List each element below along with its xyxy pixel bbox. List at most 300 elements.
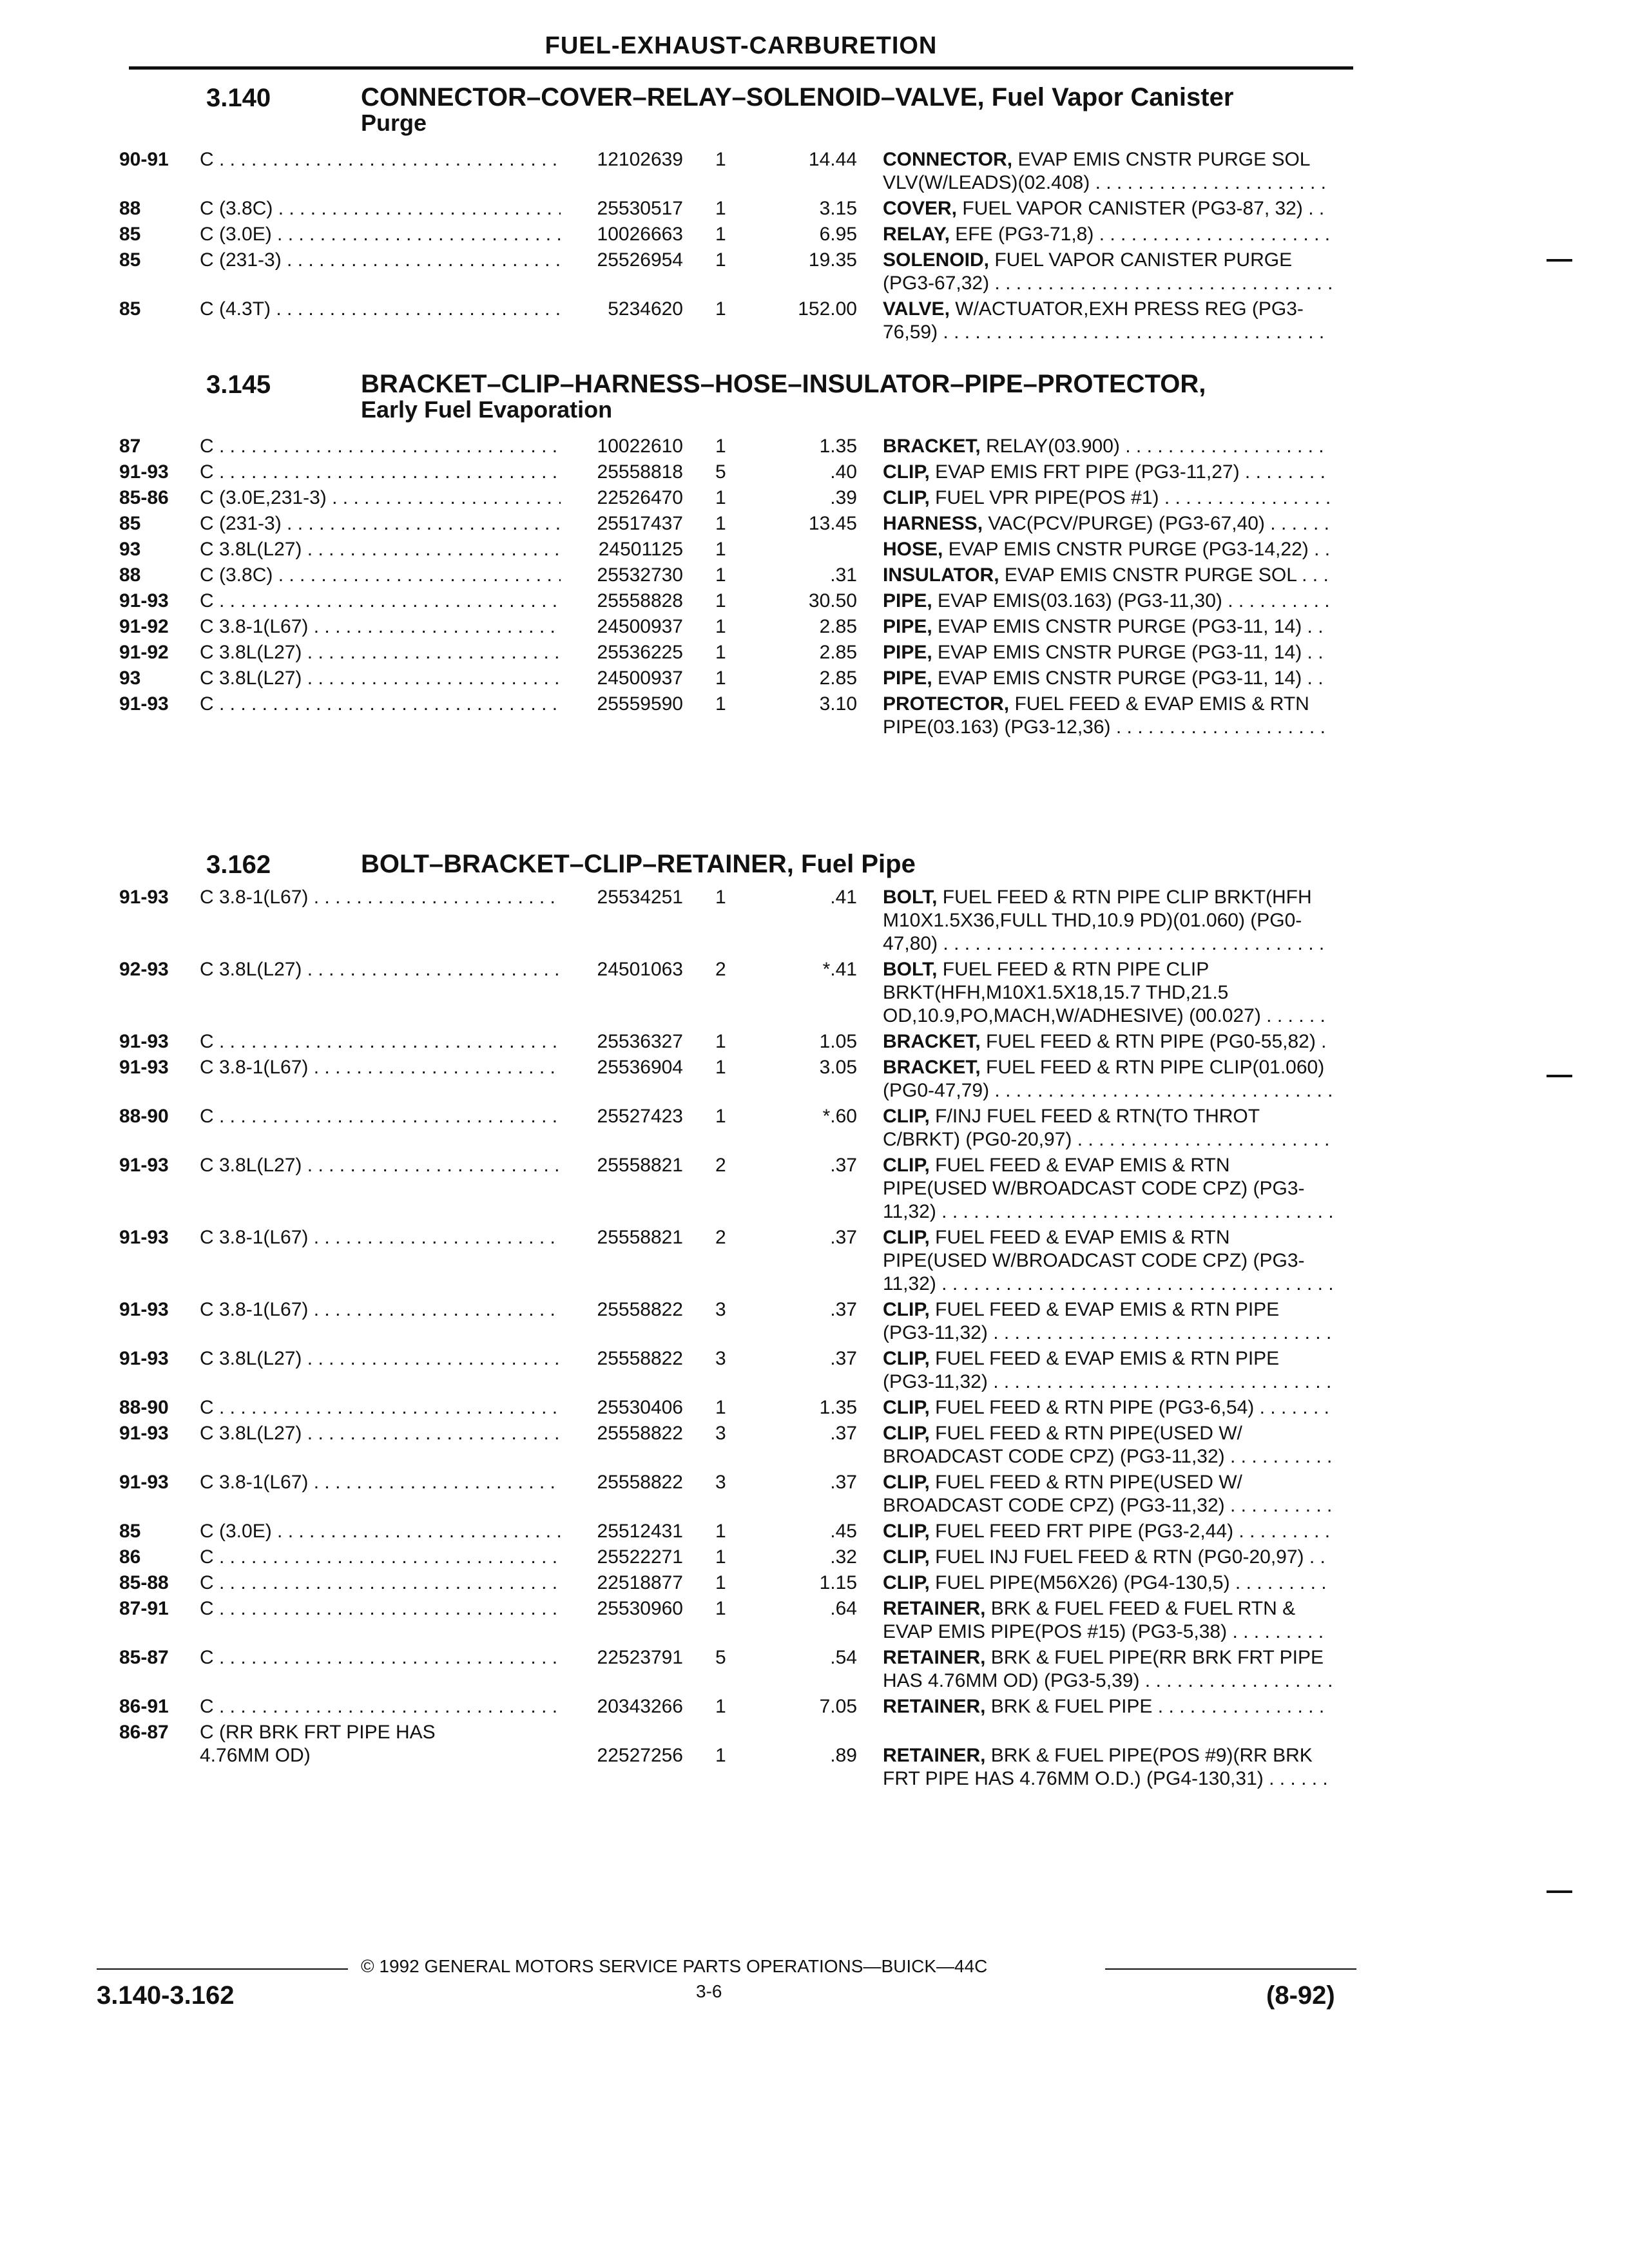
leader-dots [214, 1397, 561, 1418]
row-price: *.60 [822, 1106, 857, 1127]
row-desc-text: FUEL INJ FUEL FEED & RTN (PG0-20,97) [935, 1546, 1304, 1568]
margin-mark [1547, 259, 1572, 262]
row-years: 91-93 [119, 1299, 169, 1320]
row-years: 91-93 [119, 1031, 169, 1052]
row-price: 1.35 [819, 1397, 857, 1418]
row-part-name: CLIP, [883, 1521, 930, 1542]
row-part-number: 25522271 [597, 1546, 683, 1568]
row-model-text: C 3.8L(L27) [200, 959, 302, 980]
footer-date-code: (8-92) [1266, 1981, 1335, 2010]
row-part-number: 25527423 [597, 1106, 683, 1127]
row-description [883, 512, 1334, 535]
row-years: 87-91 [119, 1598, 169, 1619]
row-description [883, 1154, 1334, 1224]
row-description [883, 538, 1334, 561]
row-quantity: 1 [715, 224, 726, 245]
row-years: 86-87 [119, 1722, 169, 1743]
row-part-number: 25558822 [597, 1348, 683, 1369]
row-description [883, 1546, 1334, 1569]
row-part-name: SOLENOID, [883, 249, 990, 271]
row-description [883, 590, 1334, 613]
row-part-name: RETAINER, [883, 1647, 986, 1668]
row-desc-text: FUEL FEED & RTN PIPE CLIP BRKT(HFH,M10X1.5X18,15.7 THD,21.5 OD,10.9,PO,MACH,W/ADHESIVE) (00.027) [883, 959, 1261, 1026]
row-quantity: 1 [715, 564, 726, 586]
row-model [200, 461, 561, 484]
row-price: 1.05 [819, 1031, 857, 1052]
leader-dots [282, 513, 561, 534]
leader-dots [302, 539, 561, 560]
row-model-text: C (3.0E) [200, 1521, 272, 1542]
row-quantity: 3 [715, 1423, 726, 1444]
row-desc-text: FUEL FEED & EVAP EMIS & RTN PIPE (PG3-11,32) [883, 1299, 1280, 1343]
leader-dots [883, 322, 1329, 344]
row-model [200, 538, 561, 561]
row-model-text: C (3.8C) [200, 198, 273, 219]
row-years: 93 [119, 668, 141, 689]
row-description [883, 1105, 1334, 1151]
row-model [200, 564, 561, 587]
row-model-text: C [200, 461, 214, 483]
row-description [883, 1347, 1334, 1394]
section-number: 3.140 [206, 84, 271, 112]
row-model-text: C [200, 1647, 214, 1668]
row-part-number: 25530406 [597, 1397, 683, 1418]
row-model-text: C 3.8L(L27) [200, 1348, 302, 1369]
row-price: .32 [830, 1546, 857, 1568]
row-part-number: 25534251 [597, 887, 683, 908]
row-part-name: VALVE, [883, 298, 950, 320]
row-quantity: 1 [715, 1397, 726, 1418]
row-part-name: PIPE, [883, 590, 932, 611]
row-model-text: C [200, 436, 214, 457]
row-part-name: INSULATOR, [883, 564, 999, 586]
section-number: 3.145 [206, 370, 271, 399]
row-price: 6.95 [819, 224, 857, 245]
row-model [200, 615, 561, 639]
row-years: 88 [119, 198, 141, 219]
row-part-name: CLIP, [883, 1348, 930, 1369]
row-model-text: C [200, 149, 214, 170]
row-price: 7.05 [819, 1696, 857, 1717]
row-price: 1.35 [819, 436, 857, 457]
row-model [200, 1030, 561, 1053]
row-description [883, 486, 1334, 510]
row-price: .40 [830, 461, 857, 483]
row-model-text: C [200, 1696, 214, 1717]
row-description [883, 564, 1334, 587]
row-desc-text: FUEL FEED & EVAP EMIS & RTN PIPE (PG3-11,32) [883, 1348, 1280, 1392]
row-price: 2.85 [819, 642, 857, 663]
row-desc-text: EVAP EMIS CNSTR PURGE (PG3-11, 14) [938, 668, 1302, 689]
row-part-name: RELAY, [883, 224, 950, 245]
row-quantity: 1 [715, 1696, 726, 1717]
leader-dots [308, 1057, 561, 1078]
row-years: 91-93 [119, 693, 169, 715]
row-model-text: C [200, 1397, 214, 1418]
row-part-number: 5234620 [608, 298, 683, 320]
leader-dots [272, 224, 561, 245]
row-quantity: 1 [715, 539, 726, 560]
row-price: .45 [830, 1521, 857, 1542]
row-part-name: RETAINER, [883, 1745, 986, 1766]
leader-dots [214, 693, 561, 715]
row-part-number: 22527256 [597, 1745, 683, 1766]
row-description [883, 667, 1334, 690]
row-model-text: C 3.8L(L27) [200, 539, 302, 560]
row-part-name: BRACKET, [883, 436, 981, 457]
row-quantity: 1 [715, 1546, 726, 1568]
row-price: 3.05 [819, 1057, 857, 1078]
row-part-number: 12102639 [597, 149, 683, 170]
row-quantity: 1 [715, 668, 726, 689]
row-years: 91-93 [119, 1057, 169, 1078]
row-years: 91-92 [119, 616, 169, 637]
row-description [883, 435, 1334, 458]
row-description [883, 1030, 1334, 1053]
row-part-number: 25559590 [597, 693, 683, 715]
row-years: 88-90 [119, 1106, 169, 1127]
row-part-name: RETAINER, [883, 1696, 986, 1717]
row-price: 3.15 [819, 198, 857, 219]
row-desc-text: EFE (PG3-71,8) [955, 224, 1094, 245]
row-part-number: 25517437 [597, 513, 683, 534]
row-price: 14.44 [808, 149, 857, 170]
row-part-number: 24501125 [598, 539, 683, 560]
row-part-number: 25532730 [597, 564, 683, 586]
row-part-number: 25536904 [597, 1057, 683, 1078]
row-desc-text: BRK & FUEL PIPE(RR BRK FRT PIPE HAS 4.76MM OD) (PG3-5,39) [883, 1647, 1324, 1691]
row-desc-text: FUEL FEED & EVAP EMIS & RTN PIPE(03.163) (PG3-12,36) [883, 693, 1309, 738]
row-part-number: 25558822 [597, 1423, 683, 1444]
row-model [200, 1471, 561, 1494]
row-part-number: 25558818 [597, 461, 683, 483]
row-part-name: PROTECTOR, [883, 693, 1010, 715]
row-years: 91-93 [119, 1227, 169, 1248]
row-desc-text: VAC(PCV/PURGE) (PG3-67,40) [988, 513, 1265, 534]
row-part-name: RETAINER, [883, 1598, 986, 1619]
row-model-text: C 3.8-1(L67) [200, 616, 309, 637]
row-part-name: CLIP, [883, 461, 930, 483]
row-model-text: C 3.8-1(L67) [200, 1057, 309, 1078]
row-desc-text: FUEL VAPOR CANISTER (PG3-87, 32) [962, 198, 1303, 219]
row-description [883, 615, 1334, 639]
row-part-number: 25536225 [597, 642, 683, 663]
row-model [200, 641, 561, 664]
row-model-text: C 3.8L(L27) [200, 668, 302, 689]
row-desc-text: FUEL FEED & RTN PIPE (PG0-55,82) [986, 1031, 1316, 1052]
leader-dots [302, 642, 561, 663]
row-desc-text: FUEL FEED & RTN PIPE(USED W/ BROADCAST CODE CPZ) (PG3-11,32) [883, 1423, 1242, 1467]
section-title: BOLT–BRACKET–CLIP–RETAINER, Fuel Pipe [361, 850, 916, 878]
leader-dots [883, 933, 1329, 956]
leader-dots [273, 564, 561, 586]
row-model [200, 1396, 561, 1419]
row-quantity: 1 [715, 1521, 726, 1542]
row-years: 88-90 [119, 1397, 169, 1418]
row-part-name: CLIP, [883, 1155, 930, 1176]
row-model [200, 512, 561, 535]
row-desc-text: EVAP EMIS(03.163) (PG3-11,30) [938, 590, 1222, 611]
row-part-name: CONNECTOR, [883, 149, 1013, 170]
row-part-number: 22523791 [597, 1647, 683, 1668]
row-part-name: CLIP, [883, 487, 930, 508]
row-years: 85 [119, 298, 141, 320]
row-description [883, 298, 1334, 344]
row-model-text: C [200, 1031, 214, 1052]
row-part-number: 22518877 [597, 1572, 683, 1593]
row-price: 152.00 [798, 298, 857, 320]
leader-dots [327, 487, 561, 508]
row-quantity: 2 [715, 1227, 726, 1248]
section-title: CONNECTOR–COVER–RELAY–SOLENOID–VALVE, Fuel Vapor Canister [361, 83, 1234, 111]
row-model-text: C [200, 693, 214, 715]
row-desc-text: EVAP EMIS FRT PIPE (PG3-11,27) [935, 461, 1240, 483]
row-description [883, 1695, 1334, 1718]
row-model-text: C (3.8C) [200, 564, 273, 586]
row-part-number: 25526954 [597, 249, 683, 271]
leader-dots [308, 887, 561, 908]
row-model [200, 1298, 561, 1321]
row-price: 1.15 [819, 1572, 857, 1593]
row-quantity: 5 [715, 1647, 726, 1668]
row-years: 86-91 [119, 1696, 169, 1717]
row-desc-text: F/INJ FUEL FEED & RTN(TO THROT C/BRKT) (PG0-20,97) [883, 1106, 1260, 1150]
row-model-text: C 3.8-1(L67) [200, 1299, 309, 1320]
row-price: 13.45 [808, 513, 857, 534]
row-years: 91-93 [119, 887, 169, 908]
row-model [200, 958, 561, 981]
row-quantity: 1 [715, 1057, 726, 1078]
row-model-text: C [200, 1546, 214, 1568]
row-price: 2.85 [819, 668, 857, 689]
row-price: .37 [830, 1472, 857, 1493]
row-part-number: 25530517 [597, 198, 683, 219]
row-desc-text: EVAP EMIS CNSTR PURGE (PG3-14,22) [948, 539, 1309, 560]
row-quantity: 1 [715, 298, 726, 320]
row-quantity: 1 [715, 590, 726, 611]
row-model-text: C (3.0E) [200, 224, 272, 245]
row-price: .37 [830, 1299, 857, 1320]
row-description [883, 1422, 1334, 1468]
row-part-name: CLIP, [883, 1546, 930, 1568]
row-desc-text: EVAP EMIS CNSTR PURGE SOL [1004, 564, 1296, 586]
row-desc-text: RELAY(03.900) [986, 436, 1120, 457]
row-part-number: 25536327 [597, 1031, 683, 1052]
row-price: 3.10 [819, 693, 857, 715]
row-desc-text: FUEL FEED & RTN PIPE(USED W/ BROADCAST CODE CPZ) (PG3-11,32) [883, 1472, 1242, 1516]
row-model-text: C 3.8-1(L67) [200, 1472, 309, 1493]
row-quantity: 3 [715, 1299, 726, 1320]
row-desc-text: FUEL FEED FRT PIPE (PG3-2,44) [935, 1521, 1234, 1542]
row-price: .64 [830, 1598, 857, 1619]
row-quantity: 1 [715, 149, 726, 170]
header-rule [129, 66, 1353, 70]
row-part-name: PIPE, [883, 668, 932, 689]
row-years: 87 [119, 436, 141, 457]
row-desc-text: EVAP EMIS CNSTR PURGE (PG3-11, 14) [938, 642, 1302, 663]
row-desc-text: BRK & FUEL PIPE(POS #9)(RR BRK FRT PIPE HAS 4.76MM O.D.) (PG4-130,31) [883, 1745, 1313, 1789]
leader-dots [883, 224, 1330, 246]
row-years: 85 [119, 513, 141, 534]
row-description [883, 958, 1334, 1028]
row-model-text: C (3.0E,231-3) [200, 487, 327, 508]
row-model-text: C [200, 590, 214, 611]
row-part-number: 20343266 [597, 1696, 683, 1717]
row-model-text: C 3.8-1(L67) [200, 887, 309, 908]
row-part-name: COVER, [883, 198, 958, 219]
row-quantity: 1 [715, 249, 726, 271]
row-model [200, 148, 561, 171]
row-part-number: 10026663 [597, 224, 683, 245]
leader-dots [302, 1155, 561, 1176]
leader-dots [214, 436, 561, 457]
row-model [200, 886, 561, 909]
row-quantity: 1 [715, 642, 726, 663]
row-description [883, 1520, 1334, 1543]
footer-rule-left [97, 1968, 348, 1970]
row-part-number: 24500937 [597, 616, 683, 637]
row-price: 2.85 [819, 616, 857, 637]
row-desc-text: FUEL FEED & RTN PIPE CLIP(01.060) (PG0-47,79) [883, 1057, 1325, 1101]
row-model [200, 223, 561, 246]
row-quantity: 3 [715, 1472, 726, 1493]
row-quantity: 1 [715, 1598, 726, 1619]
row-desc-text: W/ACTUATOR,EXH PRESS REG (PG3-76,59) [883, 298, 1304, 343]
leader-dots [214, 1546, 561, 1568]
leader-dots [273, 198, 561, 219]
leader-dots [883, 1273, 1334, 1296]
row-description [883, 1744, 1334, 1791]
row-model [200, 249, 561, 272]
leader-dots [214, 1696, 561, 1717]
row-price: .39 [830, 487, 857, 508]
section-subtitle: Purge [361, 110, 427, 136]
row-quantity: 1 [715, 887, 726, 908]
leader-dots [308, 1472, 561, 1493]
leader-dots [214, 461, 561, 483]
row-description [883, 1056, 1334, 1102]
row-description [883, 1471, 1334, 1517]
row-model-text: C (231-3) [200, 513, 282, 534]
row-model [200, 1347, 561, 1370]
row-years: 85-86 [119, 487, 169, 508]
row-model [200, 1056, 561, 1079]
footer-rule-right [1105, 1968, 1356, 1970]
section-subtitle: Early Fuel Evaporation [361, 396, 613, 423]
row-description [883, 461, 1334, 484]
row-years: 85 [119, 1521, 141, 1542]
row-price: *.41 [822, 959, 857, 980]
leader-dots [214, 1598, 561, 1619]
row-quantity: 1 [715, 1031, 726, 1052]
row-years: 88 [119, 564, 141, 586]
row-part-number: 10022610 [597, 436, 683, 457]
row-model [200, 486, 561, 510]
leader-dots [282, 249, 561, 271]
row-quantity: 1 [715, 616, 726, 637]
row-part-name: PIPE, [883, 616, 932, 637]
row-desc-text: EVAP EMIS CNSTR PURGE SOL VLV(W/LEADS)(02.408) [883, 149, 1310, 193]
footer-section-range: 3.140-3.162 [97, 1981, 235, 2010]
page-header-title: FUEL-EXHAUST-CARBURETION [545, 32, 938, 59]
row-model: C (RR BRK FRT PIPE HAS 4.76MM OD) [200, 1722, 436, 1766]
row-part-name: CLIP, [883, 1227, 930, 1248]
row-desc-text: BRK & FUEL FEED & FUEL RTN & EVAP EMIS PIPE(POS #15) (PG3-5,38) [883, 1598, 1296, 1642]
row-description [883, 249, 1334, 295]
row-description [883, 886, 1334, 956]
row-years: 91-93 [119, 461, 169, 483]
row-years: 91-93 [119, 590, 169, 611]
row-price: 19.35 [808, 249, 857, 271]
row-price: .89 [830, 1745, 857, 1766]
row-desc-text: EVAP EMIS CNSTR PURGE (PG3-11, 14) [938, 616, 1302, 637]
row-quantity: 3 [715, 1348, 726, 1369]
row-part-number: 25512431 [597, 1521, 683, 1542]
leader-dots [302, 1348, 561, 1369]
row-model [200, 693, 561, 716]
row-quantity: 1 [715, 1106, 726, 1127]
row-description [883, 641, 1334, 664]
row-years: 93 [119, 539, 141, 560]
row-part-number: 24500937 [597, 668, 683, 689]
row-model-text: C (231-3) [200, 249, 282, 271]
footer-page-number: 3-6 [696, 1981, 722, 2001]
row-years: 92-93 [119, 959, 169, 980]
row-years: 90-91 [119, 149, 169, 170]
leader-dots [308, 1299, 561, 1320]
row-part-name: HOSE, [883, 539, 943, 560]
row-model [200, 1520, 561, 1543]
row-description [883, 1298, 1334, 1345]
row-desc-text: FUEL FEED & EVAP EMIS & RTN PIPE(USED W/BROADCAST CODE CPZ) (PG3-11,32) [883, 1155, 1305, 1222]
row-description [883, 148, 1334, 195]
row-part-name: PIPE, [883, 642, 932, 663]
row-price: .37 [830, 1227, 857, 1248]
row-quantity: 1 [715, 513, 726, 534]
row-part-name: CLIP, [883, 1572, 930, 1593]
row-model [200, 1154, 561, 1177]
row-years: 91-93 [119, 1348, 169, 1369]
row-years: 85 [119, 249, 141, 271]
leader-dots [214, 149, 561, 170]
row-model-text: C [200, 1598, 214, 1619]
row-model [200, 667, 561, 690]
row-model-text: C [200, 1106, 214, 1127]
row-model-text: C 3.8L(L27) [200, 1423, 302, 1444]
row-part-number: 25530960 [597, 1598, 683, 1619]
row-quantity: 2 [715, 959, 726, 980]
row-quantity: 1 [715, 198, 726, 219]
leader-dots [214, 1031, 561, 1052]
row-description [883, 223, 1334, 246]
leader-dots [302, 668, 561, 689]
row-desc-text: FUEL VPR PIPE(POS #1) [935, 487, 1159, 508]
row-desc-text: FUEL FEED & RTN PIPE (PG3-6,54) [935, 1397, 1255, 1418]
row-years: 91-93 [119, 1155, 169, 1176]
row-part-number: 25558821 [597, 1155, 683, 1176]
row-desc-text: BRK & FUEL PIPE [990, 1696, 1153, 1717]
row-model-text: C 3.8L(L27) [200, 642, 302, 663]
row-model [200, 1422, 561, 1445]
row-model [200, 435, 561, 458]
leader-dots [214, 1572, 561, 1593]
leader-dots [302, 959, 561, 980]
row-years: 91-93 [119, 1423, 169, 1444]
row-part-number: 25558822 [597, 1299, 683, 1320]
row-years: 91-93 [119, 1472, 169, 1493]
leader-dots [308, 616, 561, 637]
row-part-name: CLIP, [883, 1106, 930, 1127]
